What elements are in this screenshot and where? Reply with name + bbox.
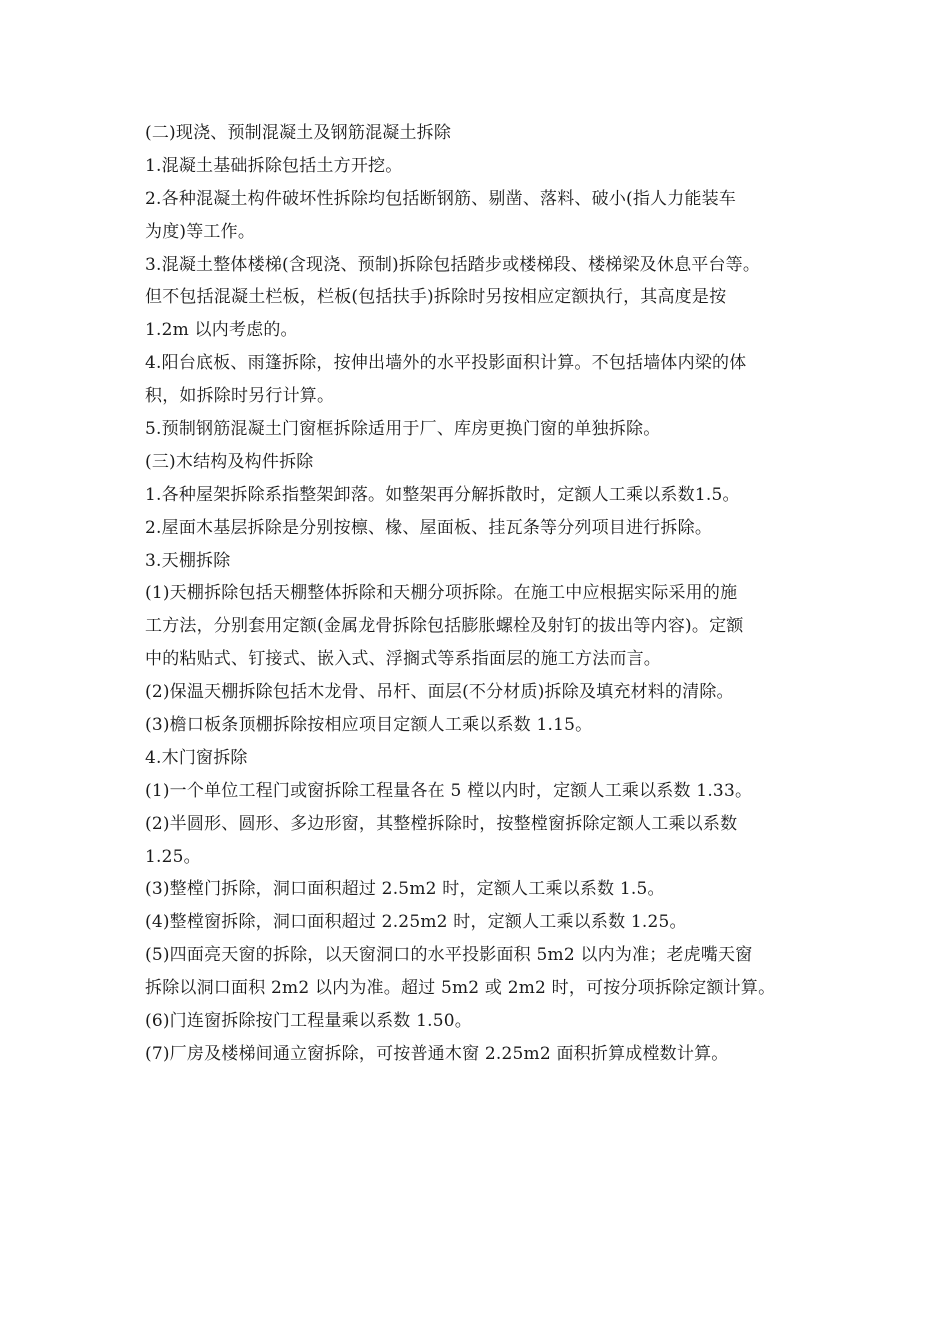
text-line: 1.各种屋架拆除系指整架卸落。如整架再分解拆散时，定额人工乘以系数1.5。 bbox=[145, 484, 740, 505]
text-line: 5.预制钢筋混凝土门窗框拆除适用于厂、库房更换门窗的单独拆除。 bbox=[145, 419, 661, 440]
text-line: (1)一个单位工程门或窗拆除工程量各在 5 樘以内时，定额人工乘以系数 1.33。 bbox=[145, 780, 753, 801]
text-line: (1)天棚拆除包括天棚整体拆除和天棚分项拆除。在施工中应根据实际采用的施 bbox=[145, 583, 738, 604]
document-body bbox=[145, 117, 815, 1071]
text-line: (4)整樘窗拆除，洞口面积超过 2.25m2 时，定额人工乘以系数 1.25。 bbox=[145, 912, 687, 933]
text-line: 1.25。 bbox=[145, 846, 201, 867]
text-line: (3)檐口板条顶棚拆除按相应项目定额人工乘以系数 1.15。 bbox=[145, 715, 593, 736]
text-line: 1.2m 以内考虑的。 bbox=[145, 320, 298, 341]
text-line: 2.屋面木基层拆除是分别按檩、椽、屋面板、挂瓦条等分列项目进行拆除。 bbox=[145, 517, 713, 538]
section-heading: (二)现浇、预制混凝土及钢筋混凝土拆除 bbox=[145, 123, 452, 143]
text-line: 但不包括混凝土栏板，栏板(包括扶手)拆除时另按相应定额执行，其高度是按 bbox=[145, 287, 727, 308]
subsection-heading: 3.天棚拆除 bbox=[145, 550, 231, 571]
text-line: 4.阳台底板、雨篷拆除，按伸出墙外的水平投影面积计算。不包括墙体内梁的体 bbox=[145, 353, 747, 374]
text-line: (2)半圆形、圆形、多边形窗，其整樘拆除时，按整樘窗拆除定额人工乘以系数 bbox=[145, 813, 738, 834]
text-line: (5)四面亮天窗的拆除，以天窗洞口的水平投影面积 5m2 以内为准；老虎嘴天窗 bbox=[145, 945, 753, 966]
text-line: 积，如拆除时另行计算。 bbox=[145, 386, 335, 407]
text-line: 为度)等工作。 bbox=[145, 221, 256, 242]
text-line: (3)整樘门拆除，洞口面积超过 2.5m2 时，定额人工乘以系数 1.5。 bbox=[145, 879, 665, 900]
text-line: (7)厂房及楼梯间通立窗拆除，可按普通木窗 2.25m2 面积折算成樘数计算。 bbox=[145, 1043, 729, 1064]
text-line: 2.各种混凝土构件破坏性拆除均包括断钢筋、剔凿、落料、破小(指人力能装车 bbox=[145, 188, 737, 209]
text-line: 3.混凝土整体楼梯(含现浇、预制)拆除包括踏步或楼梯段、楼梯梁及休息平台等。 bbox=[145, 254, 761, 275]
text-line: 1.混凝土基础拆除包括土方开挖。 bbox=[145, 155, 403, 176]
section-heading: (三)木结构及构件拆除 bbox=[145, 451, 314, 472]
text-line: 工方法，分别套用定额(金属龙骨拆除包括膨胀螺栓及射钉的拔出等内容)。定额 bbox=[145, 616, 744, 637]
text-line: 中的粘贴式、钉接式、嵌入式、浮搁式等系指面层的施工方法而言。 bbox=[145, 649, 661, 670]
text-line: (2)保温天棚拆除包括木龙骨、吊杆、面层(不分材质)拆除及填充材料的清除。 bbox=[145, 682, 734, 703]
text-line: (6)门连窗拆除按门工程量乘以系数 1.50。 bbox=[145, 1011, 472, 1032]
text-line: 拆除以洞口面积 2m2 以内为准。超过 5m2 或 2m2 时，可按分项拆除定额计算。 bbox=[145, 978, 776, 999]
subsection-heading: 4.木门窗拆除 bbox=[145, 747, 248, 768]
